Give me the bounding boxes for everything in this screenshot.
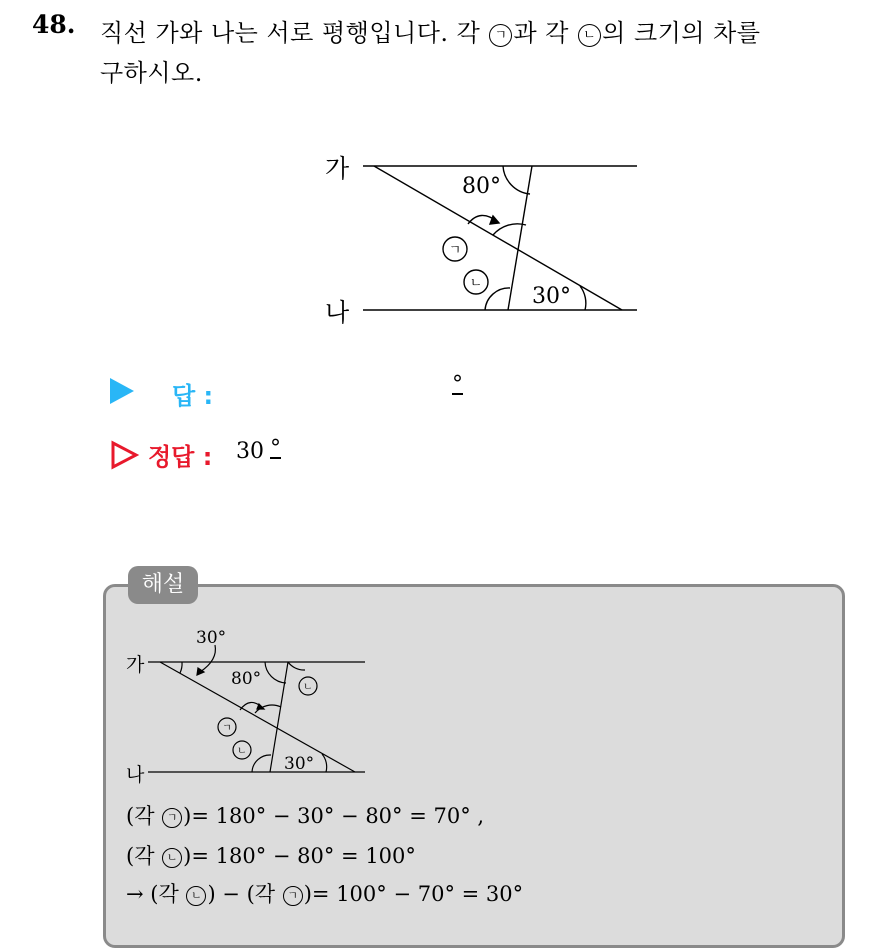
sol-arrow-30 [200,645,215,672]
question-number: 48. [32,10,76,39]
sol-arc-b [252,755,271,772]
circle-a-text: ㄱ [448,243,462,258]
question-line1-part2: 과 각 [513,19,578,47]
sol-arc-30-top [180,662,182,673]
eq1-circle: ㄱ [162,808,182,828]
eq1-rest: )= 180° − 30° − 80° = 70° , [183,804,485,828]
question-line1-part3: 의 크기의 차를 [602,19,761,47]
question-line2: 구하시오. [100,59,203,87]
eq3-rest: )= 100° − 70° = 30° [303,882,524,906]
circle-b-text: ㄴ [469,276,483,291]
sol-circle-a-text: ㄱ [222,723,232,734]
sol-angle-30-label: 30° [284,754,315,774]
circle-a-mark: ㄱ [489,24,512,47]
eq2-prefix: (각 [126,844,162,868]
eq3-mid: ) − (각 [207,882,282,906]
sol-line-a-label: 가 [126,654,145,676]
answer-unit: ° [452,372,463,397]
line-a-label: 가 [325,154,350,183]
correct-answer-value: 30 [236,439,264,464]
solution-equation-1 [126,800,484,830]
eq2-rest: )= 180° − 80° = 100° [183,844,416,868]
sol-arc-30 [322,754,327,772]
eq2-circle: ㄴ [162,848,182,868]
correct-answer-label: 정답 : [148,443,213,471]
correct-answer-unit: ° [270,436,281,461]
sol-arrow-30-head [197,668,204,675]
angle-30-label: 30° [532,284,571,309]
eq3-prefix: → (각 [126,882,186,906]
solution-equation-3 [126,878,523,908]
question-line1-part1: 직선 가와 나는 서로 평행입니다. 각 [100,19,489,47]
eq3-circle-2: ㄱ [283,886,303,906]
answer-label: 답 : [172,382,214,410]
sol-circle-b-top-text: ㄴ [303,682,313,693]
sol-line-b-label: 나 [126,764,145,786]
sol-circle-b-text: ㄴ [237,746,247,757]
angle-80-label: 80° [462,174,501,199]
eq1-prefix: (각 [126,804,162,828]
sol-arc-80 [265,662,286,683]
line-b-label: 나 [325,298,350,327]
solution-tab: 해설 [128,566,198,604]
eq3-circle-1: ㄴ [186,886,206,906]
sol-angle-outer-label: 30° [196,628,227,648]
solution-equation-2 [126,840,416,870]
circle-b-mark: ㄴ [578,24,601,47]
sol-arc-b-top [288,662,305,670]
sol-angle-80-label: 80° [231,669,262,689]
